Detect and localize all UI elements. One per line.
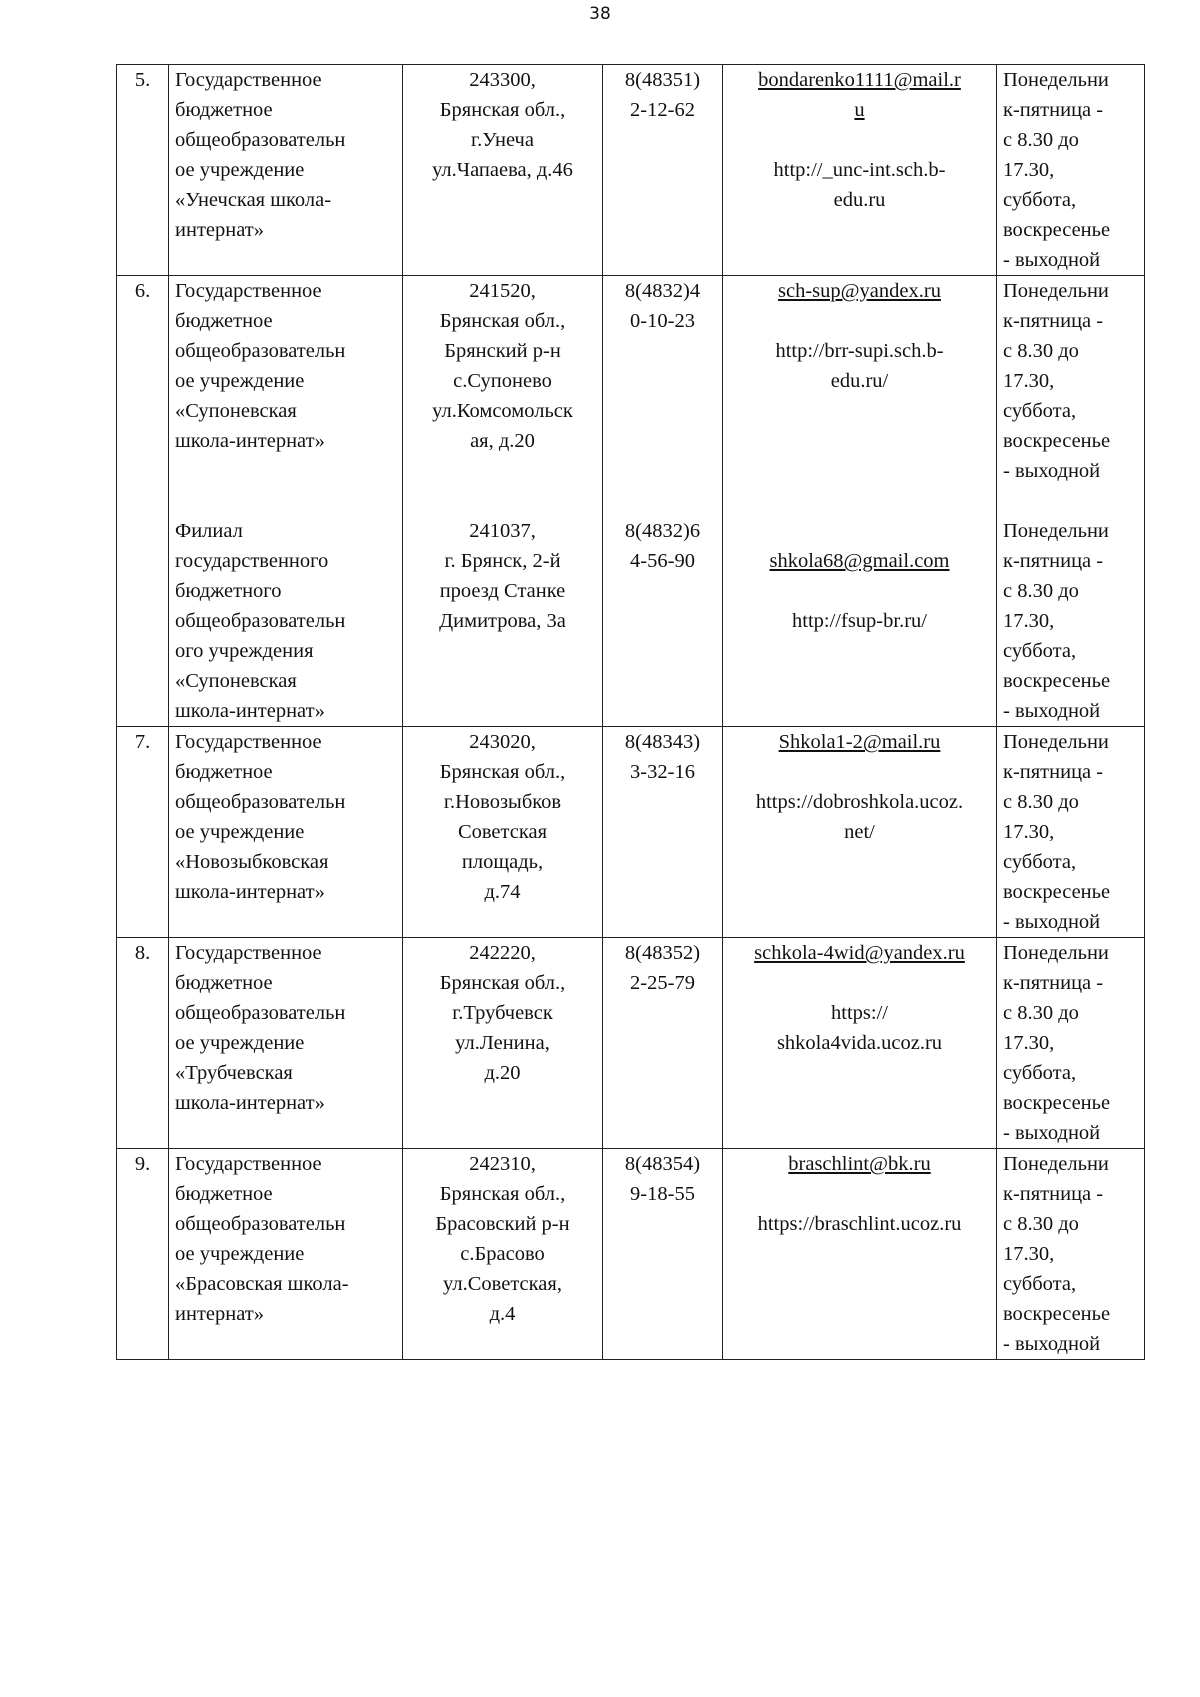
schedule-line: к-пятница - <box>1003 99 1104 121</box>
institution-name-line: общеобразовательн <box>175 340 346 362</box>
phone-line: 0-10-23 <box>630 310 695 332</box>
website-link[interactable]: edu.ru/ <box>830 370 889 392</box>
spacer <box>1003 486 1138 516</box>
schedule-line: суббота, <box>1003 1273 1077 1295</box>
schedule-line: Понедельни <box>1003 731 1109 753</box>
institution-name-line: школа-интернат» <box>175 881 325 903</box>
table-row <box>117 938 1145 1149</box>
address-line: Брянская обл., <box>439 1183 566 1205</box>
email-link[interactable]: u <box>854 99 865 121</box>
schedule-line: воскресенье <box>1003 1303 1111 1325</box>
contacts-cell <box>723 938 997 1149</box>
branch-schedule-line: к-пятница - <box>1003 550 1104 572</box>
spacer <box>609 426 716 456</box>
contacts-cell <box>723 276 997 727</box>
phone-line: 2-25-79 <box>630 972 695 994</box>
address-line: с.Супонево <box>453 370 552 392</box>
branch-phone-line: 8(4832)6 <box>624 520 701 542</box>
institution-name-cell <box>169 65 403 276</box>
address-line: г.Унеча <box>471 129 534 151</box>
branch-schedule-line: воскресенье <box>1003 670 1111 692</box>
address-line: Брасовский р-н <box>435 1213 570 1235</box>
address-line: 243020, <box>469 731 536 753</box>
institution-name-line: ое учреждение <box>175 370 305 392</box>
schedule-line: суббота, <box>1003 400 1077 422</box>
address-line: Брянская обл., <box>439 99 566 121</box>
branch-website-link[interactable]: http://fsup-br.ru/ <box>792 610 927 632</box>
schedule-cell <box>997 938 1145 1149</box>
address-line: д.74 <box>484 881 521 903</box>
row-number: 5. <box>117 65 169 276</box>
schedule-line: к-пятница - <box>1003 310 1104 332</box>
institution-name-cell <box>169 1149 403 1360</box>
schedule-line: 17.30, <box>1003 1032 1055 1054</box>
address-line: Брянская обл., <box>439 972 566 994</box>
website-link[interactable]: edu.ru <box>833 189 886 211</box>
schedule-line: воскресенье <box>1003 219 1111 241</box>
branch-address-line: 241037, <box>469 520 536 542</box>
phone-line: 3-32-16 <box>630 761 695 783</box>
schedule-line: - выходной <box>1003 460 1101 482</box>
schedule-line: суббота, <box>1003 851 1077 873</box>
institution-name-line: общеобразовательн <box>175 1002 346 1024</box>
spacer <box>729 426 990 456</box>
address-cell <box>403 1149 603 1360</box>
institution-name-line: общеобразовательн <box>175 1213 346 1235</box>
institution-name-line: бюджетное <box>175 99 273 121</box>
institution-name-line: Государственное <box>175 69 322 91</box>
contacts-cell <box>723 727 997 938</box>
spacer <box>729 396 990 426</box>
phone-line: 8(48351) <box>624 69 701 91</box>
schedule-line: 17.30, <box>1003 159 1055 181</box>
spacer <box>729 516 990 546</box>
spacer <box>729 1179 990 1209</box>
contacts-cell <box>723 1149 997 1360</box>
spacer <box>409 456 596 486</box>
row-number: 9. <box>117 1149 169 1360</box>
branch-schedule-line: - выходной <box>1003 700 1101 722</box>
spacer <box>609 336 716 366</box>
institution-name-line: Государственное <box>175 1153 322 1175</box>
branch-address-line: г. Брянск, 2-й <box>444 550 561 572</box>
phone-line: 8(48343) <box>624 731 701 753</box>
schedule-line: суббота, <box>1003 189 1077 211</box>
schedule-line: с 8.30 до <box>1003 340 1079 362</box>
institution-name-line: Государственное <box>175 942 322 964</box>
address-line: ул.Советская, <box>443 1273 562 1295</box>
schedule-line: суббота, <box>1003 1062 1077 1084</box>
spacer <box>609 396 716 426</box>
spacer <box>175 456 396 486</box>
branch-address-line: Димитрова, 3а <box>439 610 566 632</box>
institution-name-line: интернат» <box>175 219 264 241</box>
address-line: г.Трубчевск <box>452 1002 553 1024</box>
schedule-line: воскресенье <box>1003 1092 1111 1114</box>
branch-address-line: проезд Станке <box>439 580 566 602</box>
branch-name-line: Филиал <box>175 520 243 542</box>
schedule-line: 17.30, <box>1003 821 1055 843</box>
website-link[interactable]: net/ <box>844 821 875 843</box>
spacer <box>609 456 716 486</box>
address-line: 242220, <box>469 942 536 964</box>
website-link[interactable]: http://brr-supi.sch.b- <box>775 340 944 362</box>
table-row <box>117 65 1145 276</box>
schedule-line: с 8.30 до <box>1003 1002 1079 1024</box>
institution-name-line: «Новозыбковская <box>175 851 329 873</box>
branch-name-line: бюджетного <box>175 580 282 602</box>
website-link[interactable]: https://dobroshkola.ucoz. <box>755 791 964 813</box>
schedule-line: 17.30, <box>1003 1243 1055 1265</box>
email-link[interactable]: bondarenko1111@mail.r <box>758 69 961 91</box>
institution-name-cell <box>169 727 403 938</box>
table-row <box>117 727 1145 938</box>
schedule-line: к-пятница - <box>1003 761 1104 783</box>
schedule-line: - выходной <box>1003 911 1101 933</box>
phone-line: 8(48354) <box>624 1153 701 1175</box>
website-link[interactable]: shkola4vida.ucoz.ru <box>776 1032 943 1054</box>
address-cell <box>403 65 603 276</box>
email-link[interactable]: Shkola1-2@mail.ru <box>778 731 941 753</box>
phone-cell <box>603 938 723 1149</box>
schedule-line: - выходной <box>1003 1122 1101 1144</box>
institution-name-line: ое учреждение <box>175 1243 305 1265</box>
branch-schedule-line: суббота, <box>1003 640 1077 662</box>
institution-name-line: «Трубчевская <box>175 1062 293 1084</box>
institution-name-line: «Унечская школа- <box>175 189 332 211</box>
institution-name-line: бюджетное <box>175 972 273 994</box>
row-number: 7. <box>117 727 169 938</box>
branch-name-line: общеобразовательн <box>175 610 346 632</box>
schedule-line: с 8.30 до <box>1003 791 1079 813</box>
institution-name-cell <box>169 276 403 727</box>
schedule-line: Понедельни <box>1003 1153 1109 1175</box>
table-row <box>117 276 1145 727</box>
schedule-line: Понедельни <box>1003 280 1109 302</box>
spacer <box>729 757 990 787</box>
address-line: ул.Ленина, <box>455 1032 550 1054</box>
institution-name-line: «Брасовская школа- <box>175 1273 349 1295</box>
institution-name-line: «Супоневская <box>175 400 297 422</box>
spacer <box>609 366 716 396</box>
institutions-table <box>116 64 1145 1360</box>
address-line: г.Новозыбков <box>443 791 562 813</box>
email-link[interactable]: sch-sup@yandex.ru <box>778 280 941 302</box>
spacer <box>729 306 990 336</box>
address-cell <box>403 727 603 938</box>
contacts-cell <box>723 65 997 276</box>
institution-name-line: бюджетное <box>175 761 273 783</box>
phone-line: 8(4832)4 <box>624 280 701 302</box>
schedule-line: Понедельни <box>1003 942 1109 964</box>
phone-line: 9-18-55 <box>630 1183 695 1205</box>
institution-name-line: Государственное <box>175 731 322 753</box>
address-line: 243300, <box>469 69 536 91</box>
phone-cell <box>603 1149 723 1360</box>
website-link[interactable]: http://_unc-int.sch.b- <box>773 159 946 181</box>
schedule-line: к-пятница - <box>1003 1183 1104 1205</box>
page-number: 38 <box>589 4 611 24</box>
address-line: 242310, <box>469 1153 536 1175</box>
institution-name-line: интернат» <box>175 1303 264 1325</box>
schedule-line: к-пятница - <box>1003 972 1104 994</box>
branch-schedule-line: с 8.30 до <box>1003 580 1079 602</box>
schedule-cell <box>997 276 1145 727</box>
phone-cell <box>603 276 723 727</box>
email-link[interactable]: schkola-4wid@yandex.ru <box>754 942 965 964</box>
branch-phone-line: 4-56-90 <box>630 550 695 572</box>
address-line: Советская <box>457 821 548 843</box>
schedule-line: - выходной <box>1003 1333 1101 1355</box>
institution-name-line: ое учреждение <box>175 821 305 843</box>
branch-name-line: государственного <box>175 550 329 572</box>
phone-cell <box>603 727 723 938</box>
address-line: с.Брасово <box>460 1243 545 1265</box>
email-link[interactable]: braschlint@bk.ru <box>788 1153 931 1175</box>
spacer <box>175 486 396 516</box>
spacer <box>729 576 990 606</box>
branch-schedule-line: Понедельни <box>1003 520 1109 542</box>
address-line: площадь, <box>461 851 544 873</box>
schedule-cell <box>997 65 1145 276</box>
address-line: ул.Комсомольск <box>432 400 573 422</box>
spacer <box>609 486 716 516</box>
institution-name-line: общеобразовательн <box>175 129 346 151</box>
institution-name-line: ое учреждение <box>175 159 305 181</box>
institution-name-line: Государственное <box>175 280 322 302</box>
address-line: д.20 <box>484 1062 521 1084</box>
website-link[interactable]: https:// <box>831 1002 888 1024</box>
institution-name-line: ое учреждение <box>175 1032 305 1054</box>
institution-name-line: бюджетное <box>175 310 273 332</box>
schedule-cell <box>997 1149 1145 1360</box>
phone-line: 8(48352) <box>624 942 701 964</box>
address-line: Брянская обл., <box>439 310 566 332</box>
spacer <box>729 456 990 486</box>
schedule-cell <box>997 727 1145 938</box>
institution-name-line: школа-интернат» <box>175 430 325 452</box>
schedule-line: 17.30, <box>1003 370 1055 392</box>
institution-name-line: школа-интернат» <box>175 1092 325 1114</box>
row-number: 6. <box>117 276 169 727</box>
row-number: 8. <box>117 938 169 1149</box>
address-cell <box>403 276 603 727</box>
institution-name-cell <box>169 938 403 1149</box>
institution-name-line: общеобразовательн <box>175 791 346 813</box>
branch-name-line: «Супоневская <box>175 670 297 692</box>
address-line: ая, д.20 <box>470 430 535 452</box>
phone-line: 2-12-62 <box>630 99 695 121</box>
schedule-line: с 8.30 до <box>1003 1213 1079 1235</box>
table-row <box>117 1149 1145 1360</box>
spacer <box>729 125 990 155</box>
schedule-line: - выходной <box>1003 249 1101 271</box>
branch-name-line: школа-интернат» <box>175 700 325 722</box>
phone-cell <box>603 65 723 276</box>
schedule-line: воскресенье <box>1003 881 1111 903</box>
branch-name-line: ого учреждения <box>175 640 314 662</box>
institution-name-line: бюджетное <box>175 1183 273 1205</box>
address-line: 241520, <box>469 280 536 302</box>
address-line: Брянский р-н <box>444 340 561 362</box>
branch-schedule-line: 17.30, <box>1003 610 1055 632</box>
schedule-line: с 8.30 до <box>1003 129 1079 151</box>
spacer <box>729 968 990 998</box>
address-line: ул.Чапаева, д.46 <box>432 159 573 181</box>
schedule-line: Понедельни <box>1003 69 1109 91</box>
address-cell <box>403 938 603 1149</box>
spacer <box>729 486 990 516</box>
address-line: д.4 <box>489 1303 516 1325</box>
schedule-line: воскресенье <box>1003 430 1111 452</box>
address-line: Брянская обл., <box>439 761 566 783</box>
website-link[interactable]: https://braschlint.ucoz.ru <box>757 1213 962 1235</box>
branch-email-link[interactable]: shkola68@gmail.com <box>769 550 950 572</box>
spacer <box>409 486 596 516</box>
